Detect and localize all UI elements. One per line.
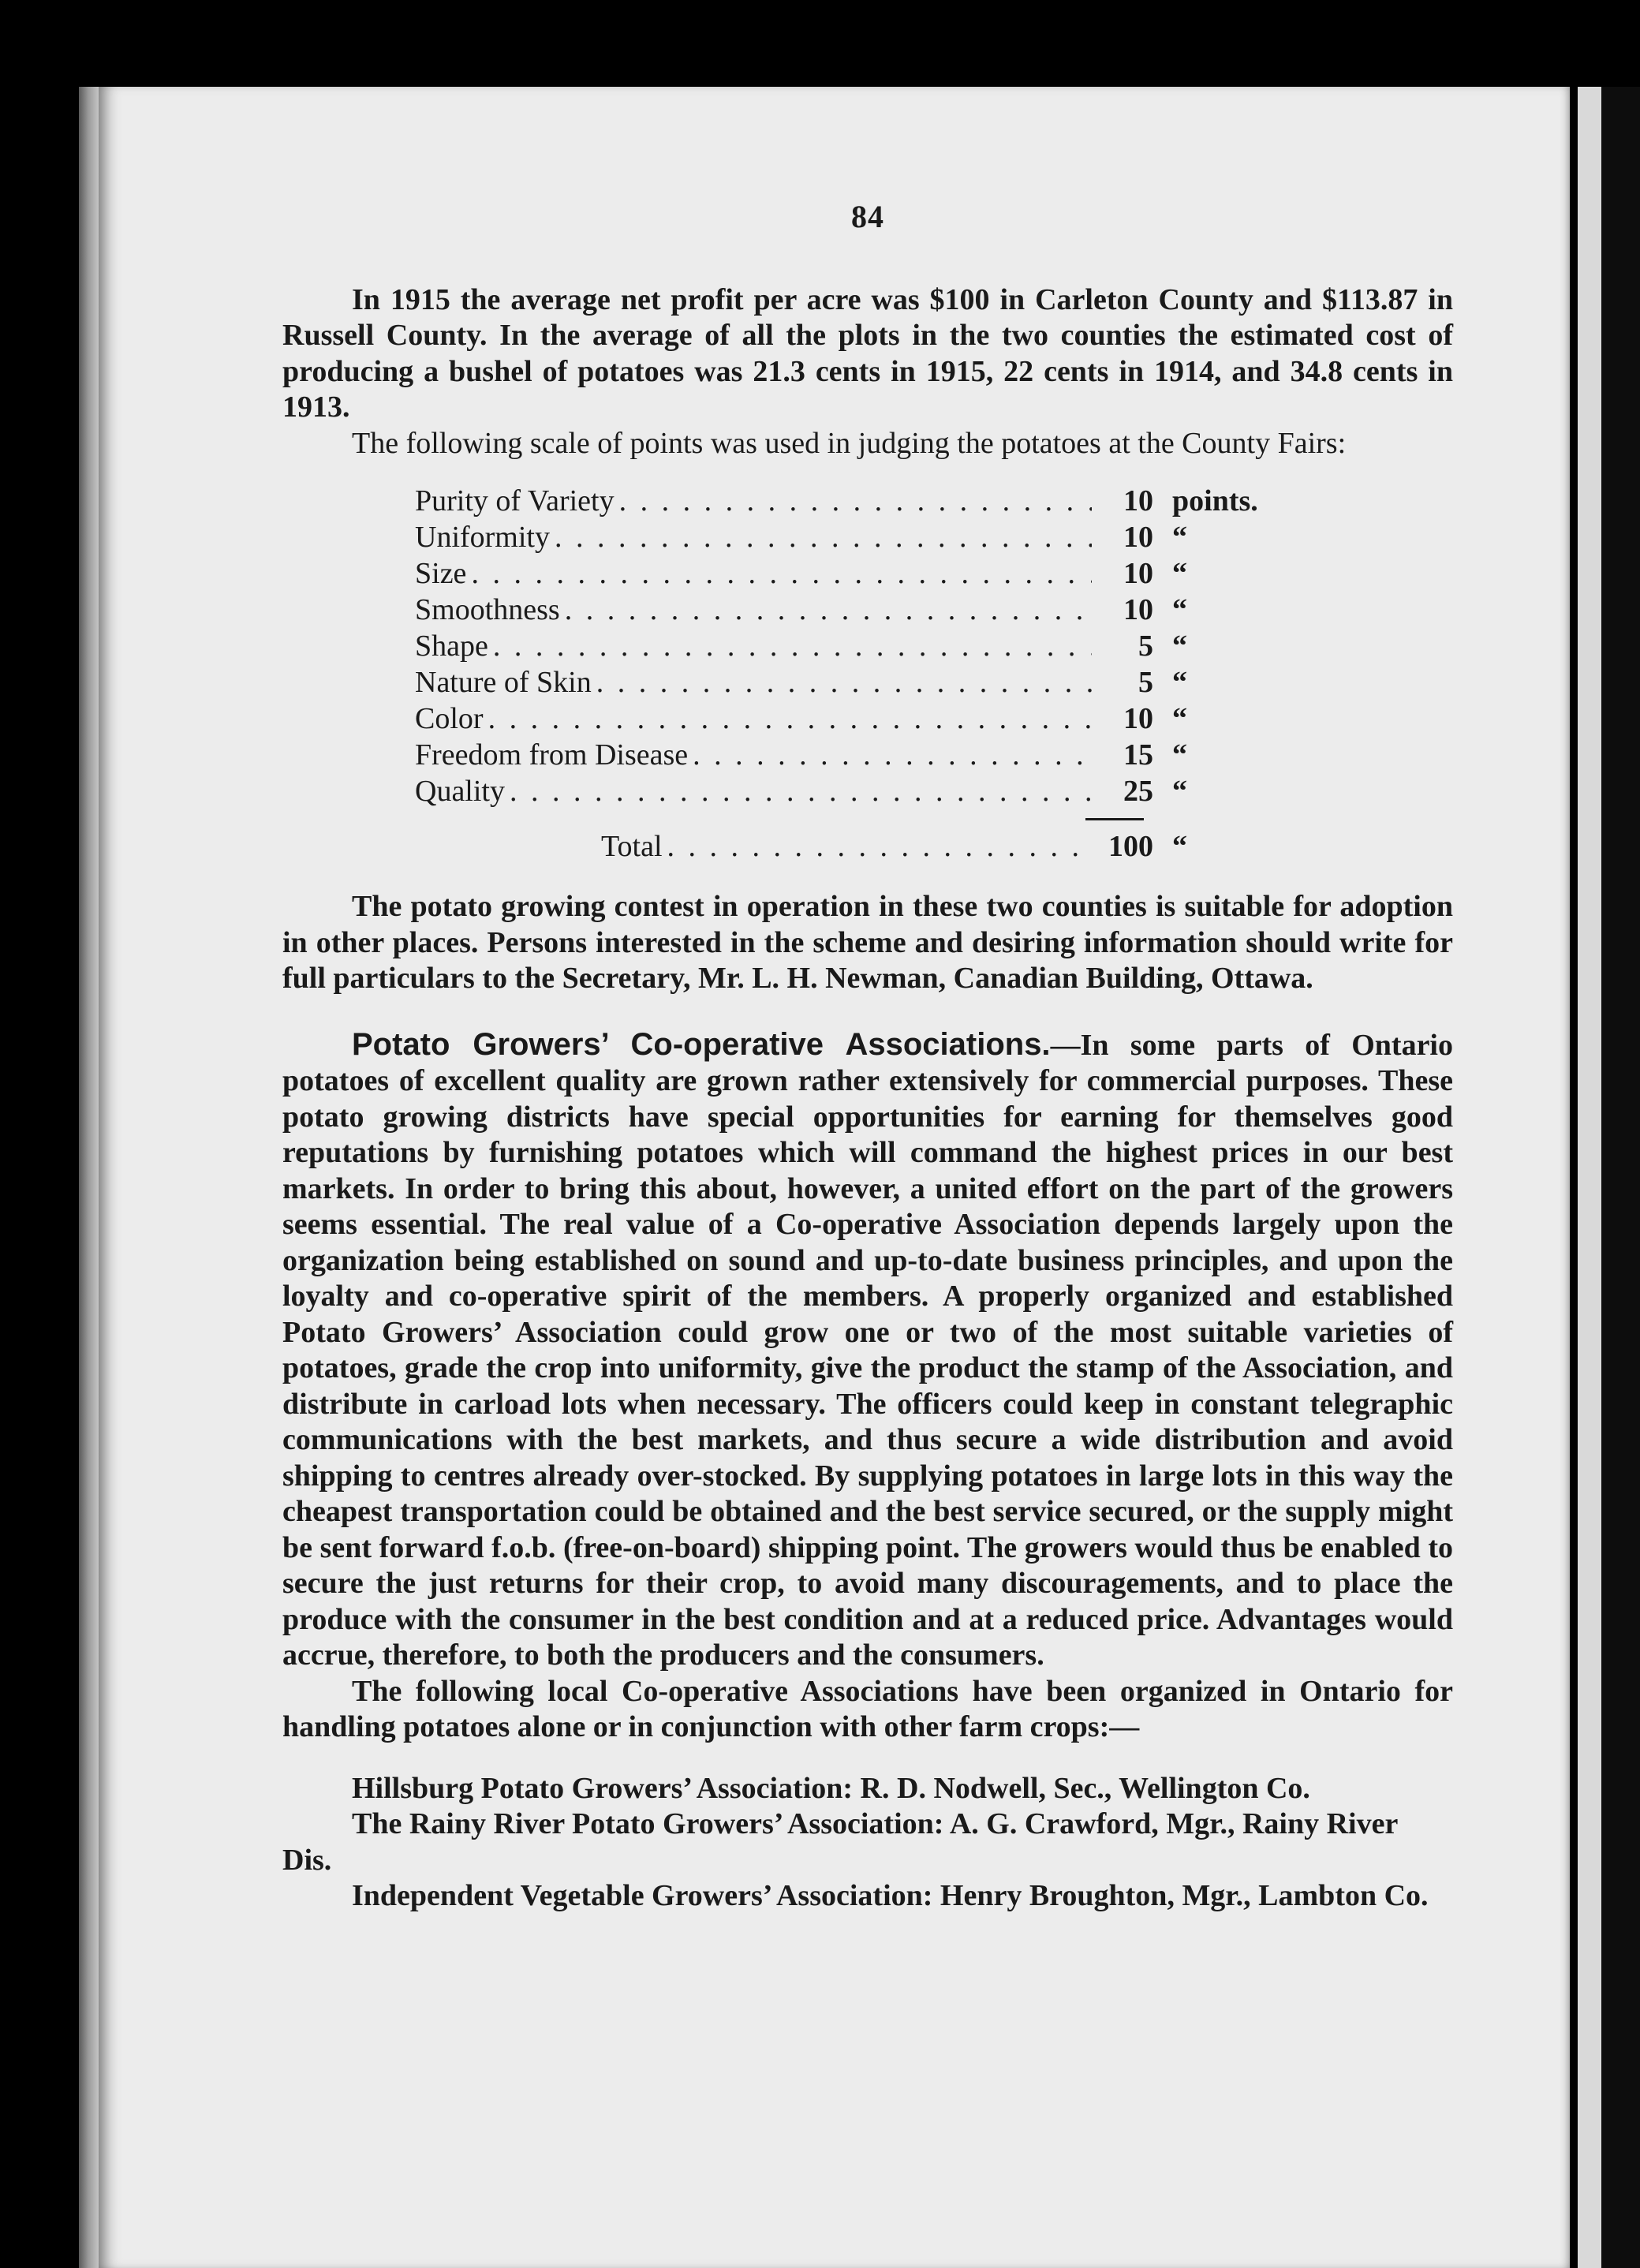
scale-row <box>415 484 1283 520</box>
leader-dots <box>493 629 1092 665</box>
scale-unit: “ <box>1172 521 1187 554</box>
scale-value: 25 <box>1123 775 1153 808</box>
scale-unit: “ <box>1172 557 1187 590</box>
leader-dots <box>488 701 1092 738</box>
total-unit: “ <box>1172 830 1187 863</box>
scale-unit: “ <box>1172 702 1187 735</box>
scale-row <box>415 629 1283 665</box>
leader-dots <box>619 484 1092 520</box>
scale-unit: “ <box>1172 738 1187 772</box>
scale-label: Quality <box>415 775 505 808</box>
scale-value: 10 <box>1123 521 1153 554</box>
paragraph-contest: The potato growing contest in operation in these two counties is suitable for adoption in other places. Persons interested in the scheme and desiring information should write for full particulars to the Secretary, Mr. L. H. Newman, Canadian Building, Ottawa. <box>282 890 1453 995</box>
associations-list <box>282 1771 1453 1915</box>
scale-row <box>415 592 1283 629</box>
total-label: Total <box>601 830 663 863</box>
scale-label: Color <box>415 702 484 735</box>
association-entry: Independent Vegetable Growers’ Association: Henry Broughton, Mgr., Lambton Co. <box>352 1879 1429 1912</box>
scale-label: Shape <box>415 630 488 663</box>
scale-unit: “ <box>1172 666 1187 699</box>
paragraph-associations-intro: The following local Co-operative Associations have been organized in Ontario for handling potatoes alone or in conjunction with other farm crops:— <box>282 1674 1453 1743</box>
scale-total-row <box>601 829 1283 865</box>
scale-value: 5 <box>1138 630 1153 663</box>
scale-row <box>415 665 1283 701</box>
scale-label: Uniformity <box>415 521 550 554</box>
leader-dots <box>471 556 1092 592</box>
section-body: —In some parts of Ontario potatoes of excellent quality are grown rather extensively for commercial purposes. These potato growing districts have special opportunities for earning for themselves good reputations by furnishing potatoes which will command the highest prices in our best markets. In order to bring this about, however, a united effort on the part of the growers seems essential. The real value of a Co-operative Association depends largely upon the organization being established on sound and up-to-date business principles, and upon the loyalty and co-operative spirit of the members. A properly organized and established Potato Growers’ Association could grow one or two of the most suitable varieties of potatoes, grade the crop into uniformity, give the product the stamp of the Association, and distribute in carload lots when necessary. The officers could keep in constant telegraphic communications with the best markets, and thus secure a wide distribution and avoid shipping to centres already over-stocked. By supplying potatoes in large lots in this way the cheapest transportation could be obtained and the best service secured, or the supply might be sent forward f.o.b. (free-on-board) shipping point. The growers would thus be enabled to secure the just returns for their crop, to avoid many discouragements, and to place the produce with the consumer in the best condition and at a reduced price. Advantages would accrue, therefore, to both the producers and the consumers. <box>282 1028 1453 1672</box>
next-page-edge <box>1578 87 1601 2268</box>
scale-unit: “ <box>1172 775 1187 808</box>
scale-row <box>415 774 1283 810</box>
total-rule <box>415 810 1283 829</box>
scale-unit: “ <box>1172 593 1187 626</box>
spacer <box>282 1746 1453 1771</box>
leader-dots <box>555 520 1092 556</box>
paragraph-scale-intro <box>282 426 1453 462</box>
scale-unit: “ <box>1172 630 1187 663</box>
section-heading: Potato Growers’ Co-operative Associations. <box>352 1026 1051 1062</box>
leader-dots <box>693 738 1092 774</box>
scan-background <box>1601 87 1640 2268</box>
paragraph-scale-intro-text: The following scale of points was used in judging the potatoes at the County Fairs: <box>352 426 1347 460</box>
leader-dots <box>510 774 1092 810</box>
leader-dots <box>565 592 1092 629</box>
association-entry: The Rainy River Potato Growers’ Association: A. G. Crawford, Mgr., Rainy River Dis. <box>282 1807 1398 1877</box>
scale-value: 15 <box>1123 738 1153 772</box>
section-cooperative-associations <box>282 1027 1453 1674</box>
leader-dots <box>667 829 1092 865</box>
scale-row <box>415 556 1283 592</box>
scale-unit: points. <box>1172 484 1258 517</box>
spacer <box>282 997 1453 1027</box>
scale-value: 10 <box>1123 702 1153 735</box>
scale-of-points-table <box>415 484 1283 865</box>
scale-row <box>415 701 1283 738</box>
scale-row <box>415 738 1283 774</box>
spacer <box>282 865 1453 889</box>
page-number: 84 <box>851 199 884 234</box>
total-value: 100 <box>1108 830 1153 863</box>
scale-value: 10 <box>1123 484 1153 517</box>
scale-value: 5 <box>1138 666 1153 699</box>
scale-value: 10 <box>1123 593 1153 626</box>
paragraph-profit: In 1915 the average net profit per acre was $100 in Carleton County and $113.87 in Russell County. In the average of all the plots in the two counties the estimated cost of producing a bushel of potatoes was 21.3 cents in 1915, 22 cents in 1914, and 34.8 cents in 1913. <box>282 282 1453 424</box>
scale-label: Purity of Variety <box>415 484 615 517</box>
leader-dots <box>596 665 1092 701</box>
page-content <box>282 158 1453 1915</box>
association-entry: Hillsburg Potato Growers’ Association: R. D. Nodwell, Sec., Wellington Co. <box>352 1771 1310 1805</box>
scale-label: Nature of Skin <box>415 666 592 699</box>
scale-label: Size <box>415 557 467 590</box>
scale-value: 10 <box>1123 557 1153 590</box>
scale-label: Freedom from Disease <box>415 738 689 772</box>
scale-label: Smoothness <box>415 593 560 626</box>
scale-row <box>415 520 1283 556</box>
